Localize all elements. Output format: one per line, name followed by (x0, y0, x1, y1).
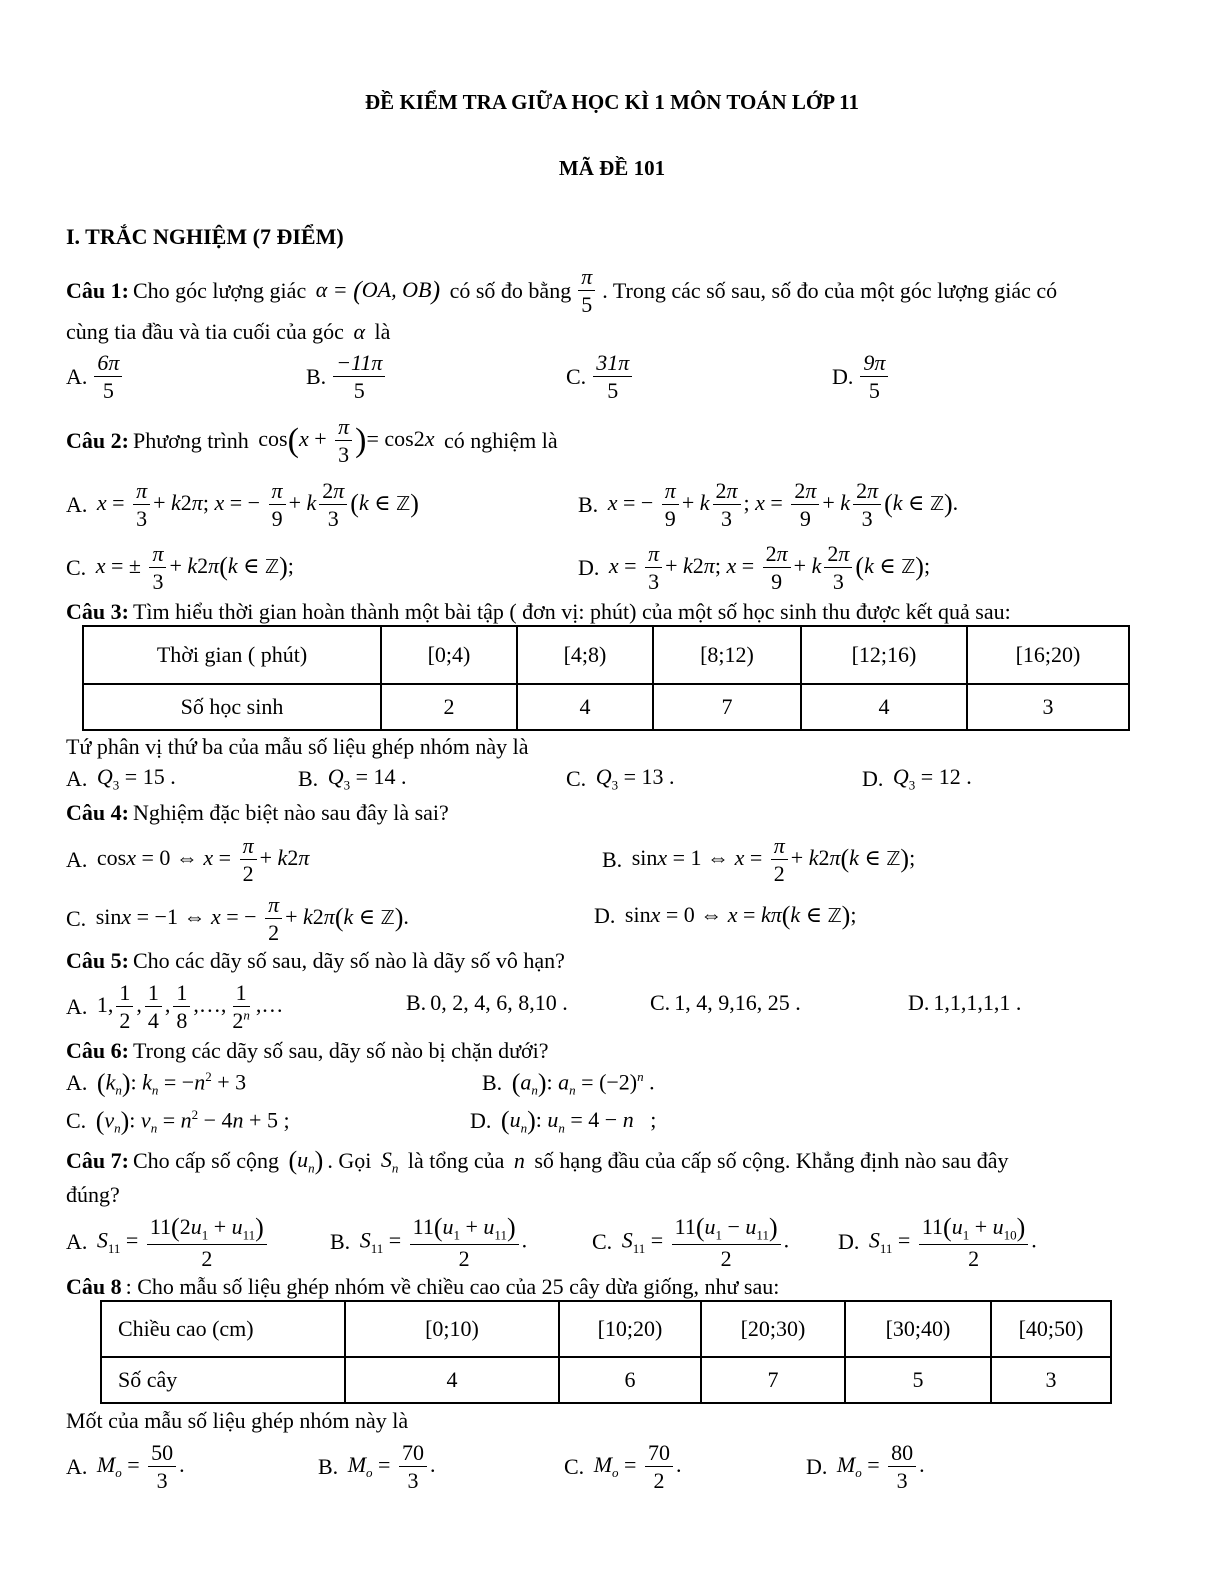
option-text: 0, 2, 4, 6, 8,10 . (430, 990, 568, 1015)
math-expr: sinx = 0 ⇔ x = kπ(k ∈ ℤ); (619, 901, 857, 930)
section-heading: I. TRẮC NGHIỆM (7 ĐIỂM) (66, 224, 344, 249)
option-letter: D. (862, 765, 884, 791)
option-letter: D. (578, 554, 600, 580)
math-expr: $S_n$ (380, 1146, 399, 1175)
math-expr: $(a_n)$: $a_n = (-2)^n$ . (511, 1068, 655, 1098)
option-letter: A. (66, 846, 88, 872)
option-letter: D. (470, 1108, 492, 1134)
option-letter: C. (66, 554, 87, 580)
question-text: Cho cấp số cộng (132, 1148, 279, 1174)
question-4-option-b[interactable] (602, 833, 915, 887)
question-6-option-b[interactable] (482, 1070, 655, 1097)
math-expr: $(k_n)$: $k_n = -n^2 + 3$ (96, 1068, 247, 1098)
fraction: $\frac{\pi}{5}$ (578, 264, 595, 318)
option-letter: A. (66, 993, 88, 1019)
option-letter: D. (806, 1453, 828, 1479)
fraction: $\frac{6\pi}{5}$ (94, 350, 122, 404)
question-text: có số đo bằng (449, 277, 572, 303)
question-text: Phương trình (132, 427, 249, 453)
table-cell: 3 (967, 684, 1129, 730)
option-letter: A. (66, 1453, 88, 1479)
option-letter: A. (66, 765, 88, 791)
math-expr: x = ± $\frac{\pi}{3}$ + k2π(k ∈ ℤ); (95, 541, 294, 595)
question-text: Tìm hiểu thời gian hoàn thành một bài tập ( đơn vị: phút) của một số học sinh thu được kết quả sau: (132, 599, 1011, 624)
table-row (83, 626, 1129, 684)
option-letter: D. (908, 990, 930, 1015)
question-label: Câu 3: (66, 599, 129, 624)
question-text: là tổng của (407, 1148, 505, 1174)
math-expr: x = $\frac{\pi}{3}$ + k2π; x = − $\frac{\pi}{9}$ + k $\frac{2\pi}{3}$ (k ∈ ℤ) (96, 478, 419, 532)
question-6-option-c[interactable] (66, 1108, 290, 1135)
question-text: số hạng đầu của cấp số cộng. Khẳng định nào sau đây (534, 1148, 1009, 1174)
table-cell: 4 (801, 684, 967, 730)
table-cell: [4;8) (517, 626, 653, 684)
question-label: Câu 4: (66, 800, 129, 825)
question-5-option-a[interactable] (66, 980, 283, 1034)
option-letter: C. (66, 1108, 87, 1134)
table-cell: 7 (653, 684, 801, 730)
table-cell: [0;10) (345, 1301, 559, 1357)
option-letter: D. (838, 1229, 860, 1255)
math-expr: $Q_3 = 12$ . (892, 764, 972, 793)
option-letter: B. (306, 363, 327, 389)
option-letter: C. (564, 1453, 585, 1479)
question-1-option-d[interactable] (832, 350, 891, 404)
table-cell: [12;16) (801, 626, 967, 684)
question-3-option-d[interactable] (862, 766, 972, 791)
time-frequency-table (82, 625, 1130, 731)
table-row (101, 1301, 1111, 1357)
fraction: $\frac{-11\pi}{5}$ (333, 350, 385, 404)
table-cell: 5 (845, 1357, 991, 1403)
table-cell: [20;30) (701, 1301, 845, 1357)
option-letter: B. (602, 846, 623, 872)
question-text: : Cho mẫu số liệu ghép nhóm về chiều cao của 25 cây dừa giống, như sau: (125, 1274, 780, 1299)
question-5-option-d[interactable] (908, 992, 1021, 1014)
math-expr: $M_o$ = $\frac{50}{3}$ . (96, 1440, 185, 1494)
table-cell: 3 (991, 1357, 1111, 1403)
math-expr: $(u_n)$: $u_n = 4 - n$ ; (500, 1106, 657, 1136)
question-8-stem (66, 1276, 779, 1298)
option-letter: B. (578, 491, 599, 517)
question-4-option-c[interactable] (66, 892, 409, 946)
option-text: 1, 4, 9,16, 25 . (674, 990, 801, 1015)
question-text: . Trong các số sau, số đo của một góc lượng giác có (602, 277, 1058, 303)
math-expr: cos(x + $\frac{\pi}{3}$ )= cos2x (252, 414, 435, 468)
exam-title: ĐỀ KIỂM TRA GIỮA HỌC KÌ 1 MÔN TOÁN LỚP 11 (365, 90, 859, 114)
question-text: Cho các dãy số sau, dãy số nào là dãy số vô hạn? (132, 948, 565, 973)
option-letter: C. (66, 905, 87, 931)
option-letter: B. (482, 1070, 503, 1096)
table-cell: Thời gian ( phút) (83, 626, 381, 684)
question-1-stem (66, 264, 1057, 318)
question-label: Câu 1: (66, 277, 129, 303)
option-letter: B. (318, 1453, 339, 1479)
math-expr: sinx = −1 ⇔ x = − $\frac{\pi}{2}$ + k2π(k ∈ ℤ). (90, 892, 409, 946)
question-label: Câu 5: (66, 948, 129, 973)
option-letter: B. (330, 1229, 351, 1255)
table-cell: 7 (701, 1357, 845, 1403)
math-expr: $S_{11}$ = $\frac{11(u_1 - u_{11})}{2}$ . (621, 1213, 790, 1272)
question-2-option-a[interactable] (66, 478, 419, 532)
question-7-option-d[interactable] (838, 1213, 1037, 1272)
table-cell: [30;40) (845, 1301, 991, 1357)
question-3-stem (66, 601, 1011, 623)
math-expr: $M_o$ = $\frac{70}{2}$ . (593, 1440, 682, 1494)
question-text: Cho góc lượng giác (132, 277, 307, 303)
question-label: Câu 2: (66, 427, 129, 453)
math-expr: $Q_3 = 13$ . (595, 764, 675, 793)
table-cell: Chiều cao (cm) (101, 1301, 345, 1357)
question-7-stem-cont: đúng? (66, 1182, 120, 1207)
question-4-option-d[interactable] (594, 903, 856, 929)
question-7-option-b[interactable] (330, 1213, 527, 1272)
option-letter: C. (650, 990, 671, 1015)
table-cell: Số học sinh (83, 684, 381, 730)
table-cell: 4 (517, 684, 653, 730)
math-expr: x = − $\frac{\pi}{9}$ + k $\frac{2\pi}{3}$ ; x = $\frac{2\pi}{9}$ + k $\frac{2\pi}{3}$ (k ∈ ℤ). (607, 478, 959, 532)
math-expr: $Q_3 = 14$ . (327, 764, 407, 793)
question-1-option-b[interactable] (306, 350, 388, 404)
question-text: có nghiệm là (444, 427, 558, 453)
math-expr: $S_{11}$ = $\frac{11(u_1 + u_{10})}{2}$ . (868, 1213, 1037, 1272)
question-8-option-b[interactable] (318, 1440, 435, 1494)
question-text: . Gọi (327, 1148, 372, 1174)
table-cell: [0;4) (381, 626, 517, 684)
table-cell: [16;20) (967, 626, 1129, 684)
question-3-option-b[interactable] (298, 766, 407, 791)
math-expr: α (347, 319, 371, 344)
table-row (101, 1357, 1111, 1403)
question-2-option-d[interactable] (578, 541, 930, 595)
fraction: $\frac{9\pi}{5}$ (860, 350, 888, 404)
question-text: Trong các dãy số sau, dãy số nào bị chặn dưới? (132, 1038, 549, 1063)
table-cell: [40;50) (991, 1301, 1111, 1357)
math-expr: 1, $\frac{1}{2}$ , $\frac{1}{4}$ , $\frac{1}{8}$ ,…, $\frac{1}{2^n}$ ,… (91, 980, 284, 1034)
question-7-stem (66, 1148, 1008, 1174)
question-1-stem-cont (66, 321, 390, 343)
option-letter: B. (298, 765, 319, 791)
question-2-option-b[interactable] (578, 478, 958, 532)
exam-code: MÃ ĐỀ 101 (558, 156, 666, 180)
option-letter: C. (566, 765, 587, 791)
question-5-stem (66, 950, 565, 972)
table-cell: 2 (381, 684, 517, 730)
table-cell: Số cây (101, 1357, 345, 1403)
question-8-prompt: Mốt của mẫu số liệu ghép nhóm này là (66, 1408, 409, 1433)
question-1-option-c[interactable] (566, 350, 635, 404)
fraction: $\frac{31\pi}{5}$ (593, 350, 632, 404)
question-8-option-d[interactable] (806, 1440, 925, 1494)
height-frequency-table (100, 1300, 1112, 1404)
math-expr: sinx = 1 ⇔ x = $\frac{\pi}{2}$ + k2π(k ∈ ℤ); (626, 833, 916, 887)
math-expr: $S_{11}$ = $\frac{11(u_1 + u_{11})}{2}$ . (359, 1213, 528, 1272)
math-expr: $(v_n)$: $v_n = n^2 - 4n + 5$ ; (95, 1106, 290, 1136)
question-7-option-a[interactable] (66, 1213, 270, 1272)
question-5-option-b[interactable] (406, 992, 568, 1014)
table-cell: [8;12) (653, 626, 801, 684)
table-cell: 6 (559, 1357, 701, 1403)
option-letter: B. (406, 990, 427, 1015)
math-expr: n (508, 1148, 531, 1174)
question-8-option-a[interactable] (66, 1440, 185, 1494)
question-label: Câu 6: (66, 1038, 129, 1063)
option-letter: A. (66, 1070, 88, 1096)
option-letter: D. (594, 903, 616, 928)
question-label: Câu 7: (66, 1148, 129, 1174)
question-3-prompt: Tứ phân vị thứ ba của mẫu số liệu ghép nhóm này là (66, 734, 529, 759)
question-4-stem (66, 802, 449, 824)
question-8-option-c[interactable] (564, 1440, 681, 1494)
question-6-option-d[interactable] (470, 1108, 656, 1134)
question-5-option-c[interactable] (650, 992, 801, 1014)
math-expr: $M_o$ = $\frac{80}{3}$ . (836, 1440, 925, 1494)
option-letter: A. (66, 363, 88, 389)
question-7-option-c[interactable] (592, 1213, 789, 1272)
question-3-option-c[interactable] (566, 766, 675, 791)
option-letter: A. (66, 1229, 88, 1255)
math-expr: cosx = 0 ⇔ x = $\frac{\pi}{2}$ + k2π (91, 833, 310, 887)
question-label: Câu 8 (66, 1274, 122, 1299)
question-2-stem (66, 414, 558, 468)
question-2-option-c[interactable] (66, 541, 294, 595)
question-text: cùng tia đầu và tia cuối của góc (66, 319, 344, 344)
math-expr: $Q_3 = 15$ . (96, 764, 176, 793)
math-expr: x = $\frac{\pi}{3}$ + k2π; x = $\frac{2\pi}{9}$ + k $\frac{2\pi}{3}$ (k ∈ ℤ); (608, 541, 931, 595)
math-expr: $S_{11}$ = $\frac{11(2u_1 + u_{11})}{2}$ (91, 1213, 269, 1272)
math-expr: $(u_n)$ (288, 1146, 324, 1176)
option-text: 1,1,1,1,1 . (933, 990, 1022, 1015)
option-letter: C. (592, 1229, 613, 1255)
math-expr: $M_o$ = $\frac{70}{3}$ . (347, 1440, 436, 1494)
table-row (83, 684, 1129, 730)
question-1-option-a[interactable] (66, 350, 125, 404)
question-4-option-a[interactable] (66, 833, 309, 887)
question-3-option-a[interactable] (66, 766, 176, 791)
table-cell: [10;20) (559, 1301, 701, 1357)
question-text: Nghiệm đặc biệt nào sau đây là sai? (132, 800, 449, 825)
question-6-stem (66, 1040, 549, 1062)
math-expr: α = (OA, OB) (310, 275, 441, 305)
question-6-option-a[interactable] (66, 1070, 246, 1097)
table-cell: 4 (345, 1357, 559, 1403)
question-text: là (374, 319, 391, 344)
option-letter: D. (832, 363, 854, 389)
option-letter: A. (66, 491, 88, 517)
option-letter: C. (566, 363, 587, 389)
